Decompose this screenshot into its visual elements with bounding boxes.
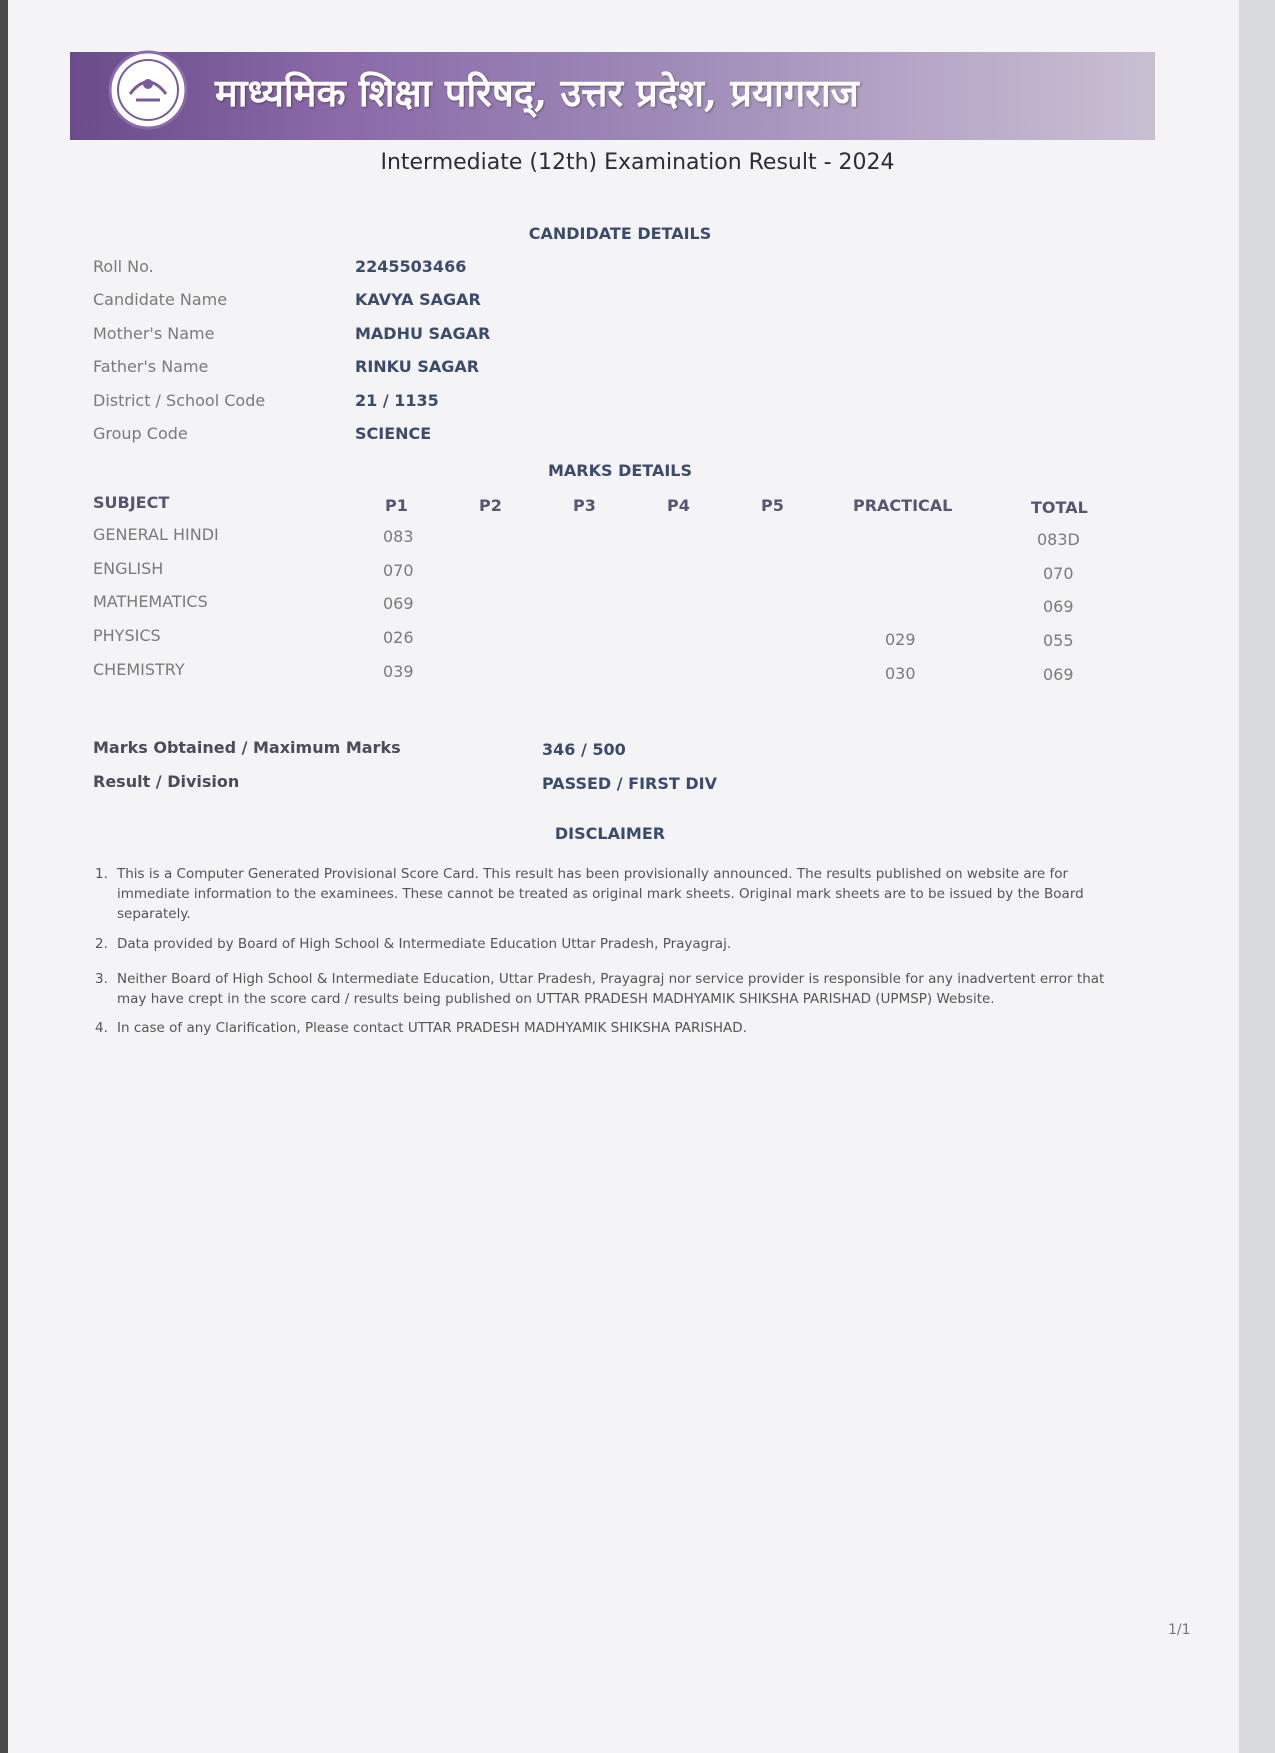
disclaimer-number: 1.: [95, 866, 108, 882]
roll-no-label: Roll No.: [93, 257, 154, 276]
col-header-p2: P2: [479, 496, 502, 515]
scan-right-edge: [1239, 0, 1275, 1753]
disclaimer-item: [95, 864, 1130, 924]
result-division-value: PASSED / FIRST DIV: [542, 774, 717, 793]
col-header-p3: P3: [573, 496, 596, 515]
page-number: 1/1: [1168, 1622, 1191, 1638]
disclaimer-item: [95, 969, 1130, 1009]
disclaimer-text: Data provided by Board of High School & Intermediate Education Uttar Pradesh, Prayagraj.: [117, 936, 732, 952]
disclaimer-item: [95, 934, 1130, 954]
total-mark: 069: [1043, 597, 1074, 616]
col-header-total: TOTAL: [1031, 498, 1088, 517]
disclaimer-text: Neither Board of High School & Intermediate Education, Uttar Pradesh, Prayagraj nor service provider is responsible for any inadvertent error that may have crept in the score card / results being published on UTTAR PRADESH MADHYAMIK SHIKSHA PARISHAD (UPMSP) Website.: [117, 971, 1105, 1007]
subject-name: ENGLISH: [93, 559, 164, 578]
col-header-practical: PRACTICAL: [853, 496, 953, 515]
marks-obtained-value: 346 / 500: [542, 740, 626, 759]
page-title: Intermediate (12th) Examination Result - 2024: [380, 150, 895, 175]
mother-name-value: MADHU SAGAR: [355, 324, 491, 343]
candidate-details-heading: CANDIDATE DETAILS: [528, 224, 712, 243]
result-division-label: Result / Division: [93, 772, 240, 791]
p1-mark: 070: [383, 561, 414, 580]
marks-details-heading: MARKS DETAILS: [547, 461, 693, 480]
scan-left-edge: [0, 0, 8, 1753]
board-name-hindi: माध्यमिक शिक्षा परिषद्, उत्तर प्रदेश, प्रयागराज: [215, 70, 859, 115]
p1-mark: 039: [383, 662, 414, 681]
mother-name-label: Mother's Name: [93, 324, 215, 343]
group-code-value: SCIENCE: [355, 424, 432, 443]
total-mark: 083D: [1037, 530, 1080, 549]
practical-mark: 030: [885, 664, 916, 683]
disclaimer-number: 3.: [95, 971, 108, 987]
p1-mark: 083: [383, 527, 414, 546]
p1-mark: 069: [383, 594, 414, 613]
father-name-label: Father's Name: [93, 357, 209, 376]
roll-no-value: 2245503466: [355, 257, 467, 276]
p1-mark: 026: [383, 628, 414, 647]
disclaimer-number: 2.: [95, 936, 108, 952]
subject-name: PHYSICS: [93, 626, 161, 645]
disclaimer-heading: DISCLAIMER: [554, 824, 666, 843]
district-school-code-label: District / School Code: [93, 391, 266, 410]
header-banner: [70, 52, 1155, 140]
marks-obtained-label: Marks Obtained / Maximum Marks: [93, 738, 401, 757]
practical-mark: 029: [885, 630, 916, 649]
up-government-emblem-icon: [108, 50, 188, 130]
total-mark: 069: [1043, 665, 1074, 684]
group-code-label: Group Code: [93, 424, 188, 443]
candidate-name-value: KAVYA SAGAR: [355, 290, 481, 309]
disclaimer-item: [95, 1018, 1130, 1038]
col-header-subject: SUBJECT: [93, 493, 170, 512]
district-school-code-value: 21 / 1135: [355, 391, 439, 410]
subject-name: CHEMISTRY: [93, 660, 185, 679]
disclaimer-text: In case of any Clarification, Please contact UTTAR PRADESH MADHYAMIK SHIKSHA PARISHAD.: [117, 1020, 747, 1036]
subject-name: GENERAL HINDI: [93, 525, 219, 544]
col-header-p1: P1: [385, 496, 408, 515]
total-mark: 055: [1043, 631, 1074, 650]
subject-name: MATHEMATICS: [93, 592, 208, 611]
father-name-value: RINKU SAGAR: [355, 357, 480, 376]
disclaimer-text: This is a Computer Generated Provisional Score Card. This result has been provisionally announced. The results published on website are for immediate information to the examinees. These cannot be treated as original mark sheets. Original mark sheets are to be issued by the Board separately.: [117, 866, 1084, 922]
col-header-p4: P4: [667, 496, 690, 515]
candidate-name-label: Candidate Name: [93, 290, 228, 309]
disclaimer-number: 4.: [95, 1020, 108, 1036]
total-mark: 070: [1043, 564, 1074, 583]
col-header-p5: P5: [761, 496, 784, 515]
